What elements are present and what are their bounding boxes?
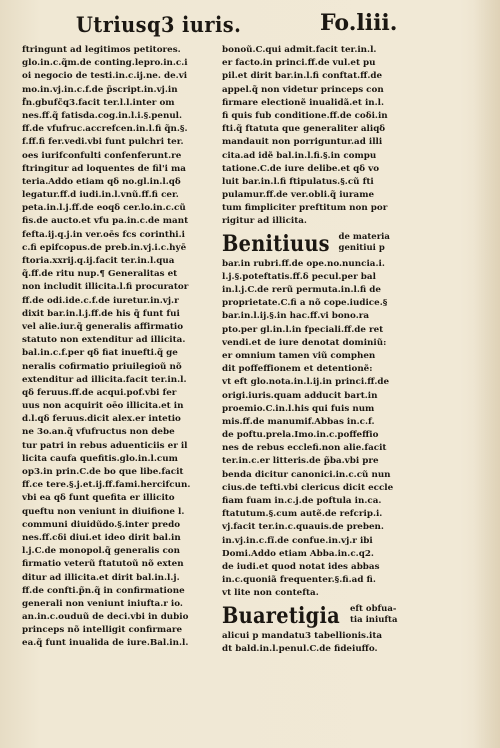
text-line: non includit illicita.l.fi procurator (22, 282, 189, 293)
text-line: ff.de confti.p̃n.q̃ in confirmatione (22, 585, 185, 596)
page-edge-stain (474, 0, 500, 748)
text-line: communi diuidũdo.§.inter predo (22, 519, 181, 530)
text-line: pto.per gl.in.l.in fpeciali.ff.de ret (222, 324, 384, 335)
text-line: tatione.C.de iure delibe.et qδ vo (222, 163, 380, 174)
text-line: nes de rebus ecclefi.non alie.facit (222, 443, 387, 454)
text-line: tur patri in rebus aduenticiis er il (22, 440, 188, 451)
left-column (22, 44, 222, 651)
text-line: alicui p mandatu3 tabellionis.ita (222, 630, 383, 641)
text-line: vbi ea qδ funt quefita er illicito (22, 493, 175, 504)
text-line: ea.q̃ funt inualida de iure.Bal.in.l. (22, 638, 189, 649)
rubric-side-line: genitiui p (338, 242, 385, 253)
right-column-middle (222, 258, 422, 601)
text-line: an.in.c.ouduũ de deci.vbi in dubio (22, 612, 189, 623)
text-line: vt lite non contefta. (222, 588, 319, 599)
text-line: ftatutum.§.cum autẽ.de refcrip.i. (222, 509, 383, 520)
text-line: qδ feruus.ff.de acqui.pof.vbi fer (22, 387, 177, 398)
text-line: benda dicitur canonici.in.c.cũ nun (222, 469, 391, 480)
text-line: bonoũ.C.qui admit.facit ter.in.l. (222, 45, 377, 55)
text-line: in.vj.in.c.fĩ.de confue.in.vj.r ibi (222, 535, 373, 546)
text-line: er omnium tamen viũ comphen (222, 350, 376, 361)
right-column-bottom (222, 630, 422, 656)
running-title: Utriusq3 iuris. (76, 12, 242, 37)
rubric-word: Buaretigia (222, 602, 340, 629)
text-line: generali non veniunt iniufta.r io. (22, 598, 183, 609)
text-line: ff.ce tere.§.j.et.ij.ff.fami.hercifcun. (22, 480, 191, 491)
text-line: l.j.§.poteftatis.ff.δ pecul.per bal (222, 271, 376, 282)
rubric-side-note (339, 232, 390, 254)
text-line: d.l.qδ feruus.dicit alex.er intetio (22, 414, 181, 425)
text-line: de poftu.prela.Imo.in.c.poffeffio (222, 430, 379, 441)
text-line: l.j.C.de monopol.q̃ generalis con (22, 546, 180, 557)
text-line: ff.de odi.ide.c.f.de iuretur.in.vj.r (22, 295, 179, 306)
text-line: fefta.ij.q.j.in ver.oēs fcs corinthi.i (22, 229, 185, 240)
text-line: mo.in.vj.in.c.f.de p̃script.in.vj.in (22, 84, 178, 95)
text-line: mandauit non porriguntur.ad illi (222, 137, 383, 148)
rubric-side-line: tia iniufta (349, 614, 398, 625)
rubric-side-line: eft obfua- (349, 603, 397, 614)
text-line: ff.de vfufruc.accrefcen.in.l.fi q̃n.§. (22, 124, 188, 135)
text-line: oes iurifconfulti confenferunt.re (22, 150, 182, 161)
text-line: c.fi epifcopus.de preb.in.vj.i.c.hyē (22, 242, 187, 253)
text-line: luit bar.in.l.fi ftipulatus.§.cũ fti (222, 176, 374, 187)
text-line: ftringunt ad legitimos petitores. (22, 45, 181, 55)
text-line: cita.ad idẽ bal.in.l.fi.§.in compu (222, 150, 377, 161)
text-line: ter.in.c.er litteris.de p̃ba.vbi pre (222, 456, 379, 467)
text-line: dt bald.in.l.penul.C.de fideiuffo. (222, 643, 378, 654)
text-line: teria.Addo etiam qδ no.gl.in.l.qδ (22, 176, 181, 187)
text-line: proprietate.C.fi a nõ cope.iudice.§ (222, 298, 388, 309)
text-line: neralis cofirmatio priuilegioũ nõ (22, 361, 182, 372)
text-line: dit poffeffionem et detentionẽ: (222, 364, 373, 375)
text-line: tum fimpliciter preftitum non por (222, 203, 388, 214)
text-line: in.c.quoniã frequenter.§.fi.ad fi. (222, 575, 376, 586)
text-line: op3.in prin.C.de bo que libe.facit (22, 467, 184, 477)
text-line: proemio.C.in.l.his qui fuis num (222, 403, 375, 414)
text-line: fis.de aucto.et vfu pa.in.c.de mant (22, 216, 189, 227)
text-line: in.l.j.C.de rerũ permuta.in.l.fi de (222, 285, 381, 295)
text-line: ftoria.xxrij.q.ij.facit ter.in.l.qua (22, 256, 175, 266)
text-line: glo.in.c.q̃m.de conting.lepro.in.c.i (22, 58, 188, 69)
text-line: pulamur.ff.de ver.obli.q̃ iurame (222, 190, 375, 201)
text-line: peta.in.l.j.ff.de eoqδ cer.lo.in.c.cũ (22, 203, 186, 214)
text-line: fti.q̃ ftatuta que generaliter aliqδ (222, 124, 386, 135)
text-line: vel alie.iur.q̃ generalis affirmatio (22, 321, 184, 332)
text-line: queftu non veniunt in diuifione l. (22, 506, 185, 517)
text-line: ditur ad illicita.et dirit bal.in.l.j. (22, 572, 180, 583)
text-line: Domi.Addo etiam Abba.in.c.q2. (222, 548, 374, 559)
text-line: f̃n.gbufc̃q3.facit ter.l.l.inter om (22, 97, 175, 108)
text-line: legatur.ff.d iudi.in.l.vnũ.ff.fi cer. (22, 190, 179, 201)
text-line: er facto.in princi.ff.de vul.et pu (222, 58, 376, 69)
text-line: nes.ff.q̃ fatisda.cog.in.l.i.§.penul. (22, 110, 183, 121)
rubric-side-note (350, 604, 398, 626)
text-line: ne 3o.an.q̃ vfufructus non debe (22, 427, 175, 438)
text-line: appel.q̃ non videtur princeps con (222, 84, 384, 95)
text-line: oi negocio de testi.in.c.ij.ne. de.vi (22, 71, 188, 82)
rubric-buaretigia (222, 604, 422, 628)
text-line: fi quis fub conditione.ff.de coδi.in (222, 110, 388, 121)
text-line: ftringitur ad loquentes de fil'i ma (22, 163, 186, 174)
rubric-side-line: de materia (338, 231, 390, 242)
text-line: origi.iuris.quam adducit bart.in (222, 390, 378, 401)
text-line: fiam fuam in.c.j.de poftula in.ca. (222, 496, 382, 506)
text-line: rigitur ad illicita. (222, 216, 307, 227)
text-line: bar.in.l.ij.§.in hac.ff.vi bono.ra (222, 311, 370, 322)
rubric-benitiuus (222, 232, 422, 256)
text-line: firmare electionẽ inualidã.et in.l. (222, 97, 385, 108)
text-line: statuto non extenditur ad illicita. (22, 335, 186, 346)
text-line: bal.in.c.f.per qδ fiat inuefti.q̃ ge (22, 348, 178, 359)
text-line: extenditur ad illicita.facit ter.in.l. (22, 374, 187, 385)
text-line: princeps nõ intelligit confirmare (22, 625, 183, 636)
folio-number: Fo.liii. (320, 10, 398, 36)
text-line: f.ff.fi fer.vedi.vbi funt pulchri ter. (22, 137, 184, 148)
text-line: vendi.et de iure denotat dominiũ: (222, 337, 387, 348)
text-line: nes.ff.cδi diui.et ideo dirit bal.in (22, 532, 181, 543)
text-line: de iudi.et quod notat ides abbas (222, 561, 380, 572)
text-line: dixit bar.in.l.j.ff.de his q̃ funt fui (22, 308, 180, 319)
text-line: mis.ff.de manumif.Abbas in.c.f. (222, 416, 375, 427)
text-line: vt eft glo.nota.in.l.ij.in princi.ff.de (222, 377, 390, 388)
text-line: vj.facit ter.in.c.quauis.de preben. (222, 522, 384, 533)
right-column-top (222, 44, 422, 229)
right-column (222, 44, 422, 656)
text-line: cius.de tefti.vbi clericus dicit eccle (222, 482, 394, 493)
text-line: uus non acquirit oēo illicita.et in (22, 401, 184, 412)
text-line: q̃.ff.de ritu nup.¶ Generalitas et (22, 269, 178, 280)
text-line: firmatio veterũ ftatutoũ nõ exten (22, 559, 184, 570)
rubric-word: Benitiuus (222, 230, 330, 257)
text-line: pil.et dirit bar.in.l.fi conftat.ff.de (222, 71, 383, 82)
text-line: bar.in rubri.ff.de ope.no.nuncia.i. (222, 258, 385, 269)
text-line: licita caufa quefitis.glo.in.l.cum (22, 453, 178, 464)
